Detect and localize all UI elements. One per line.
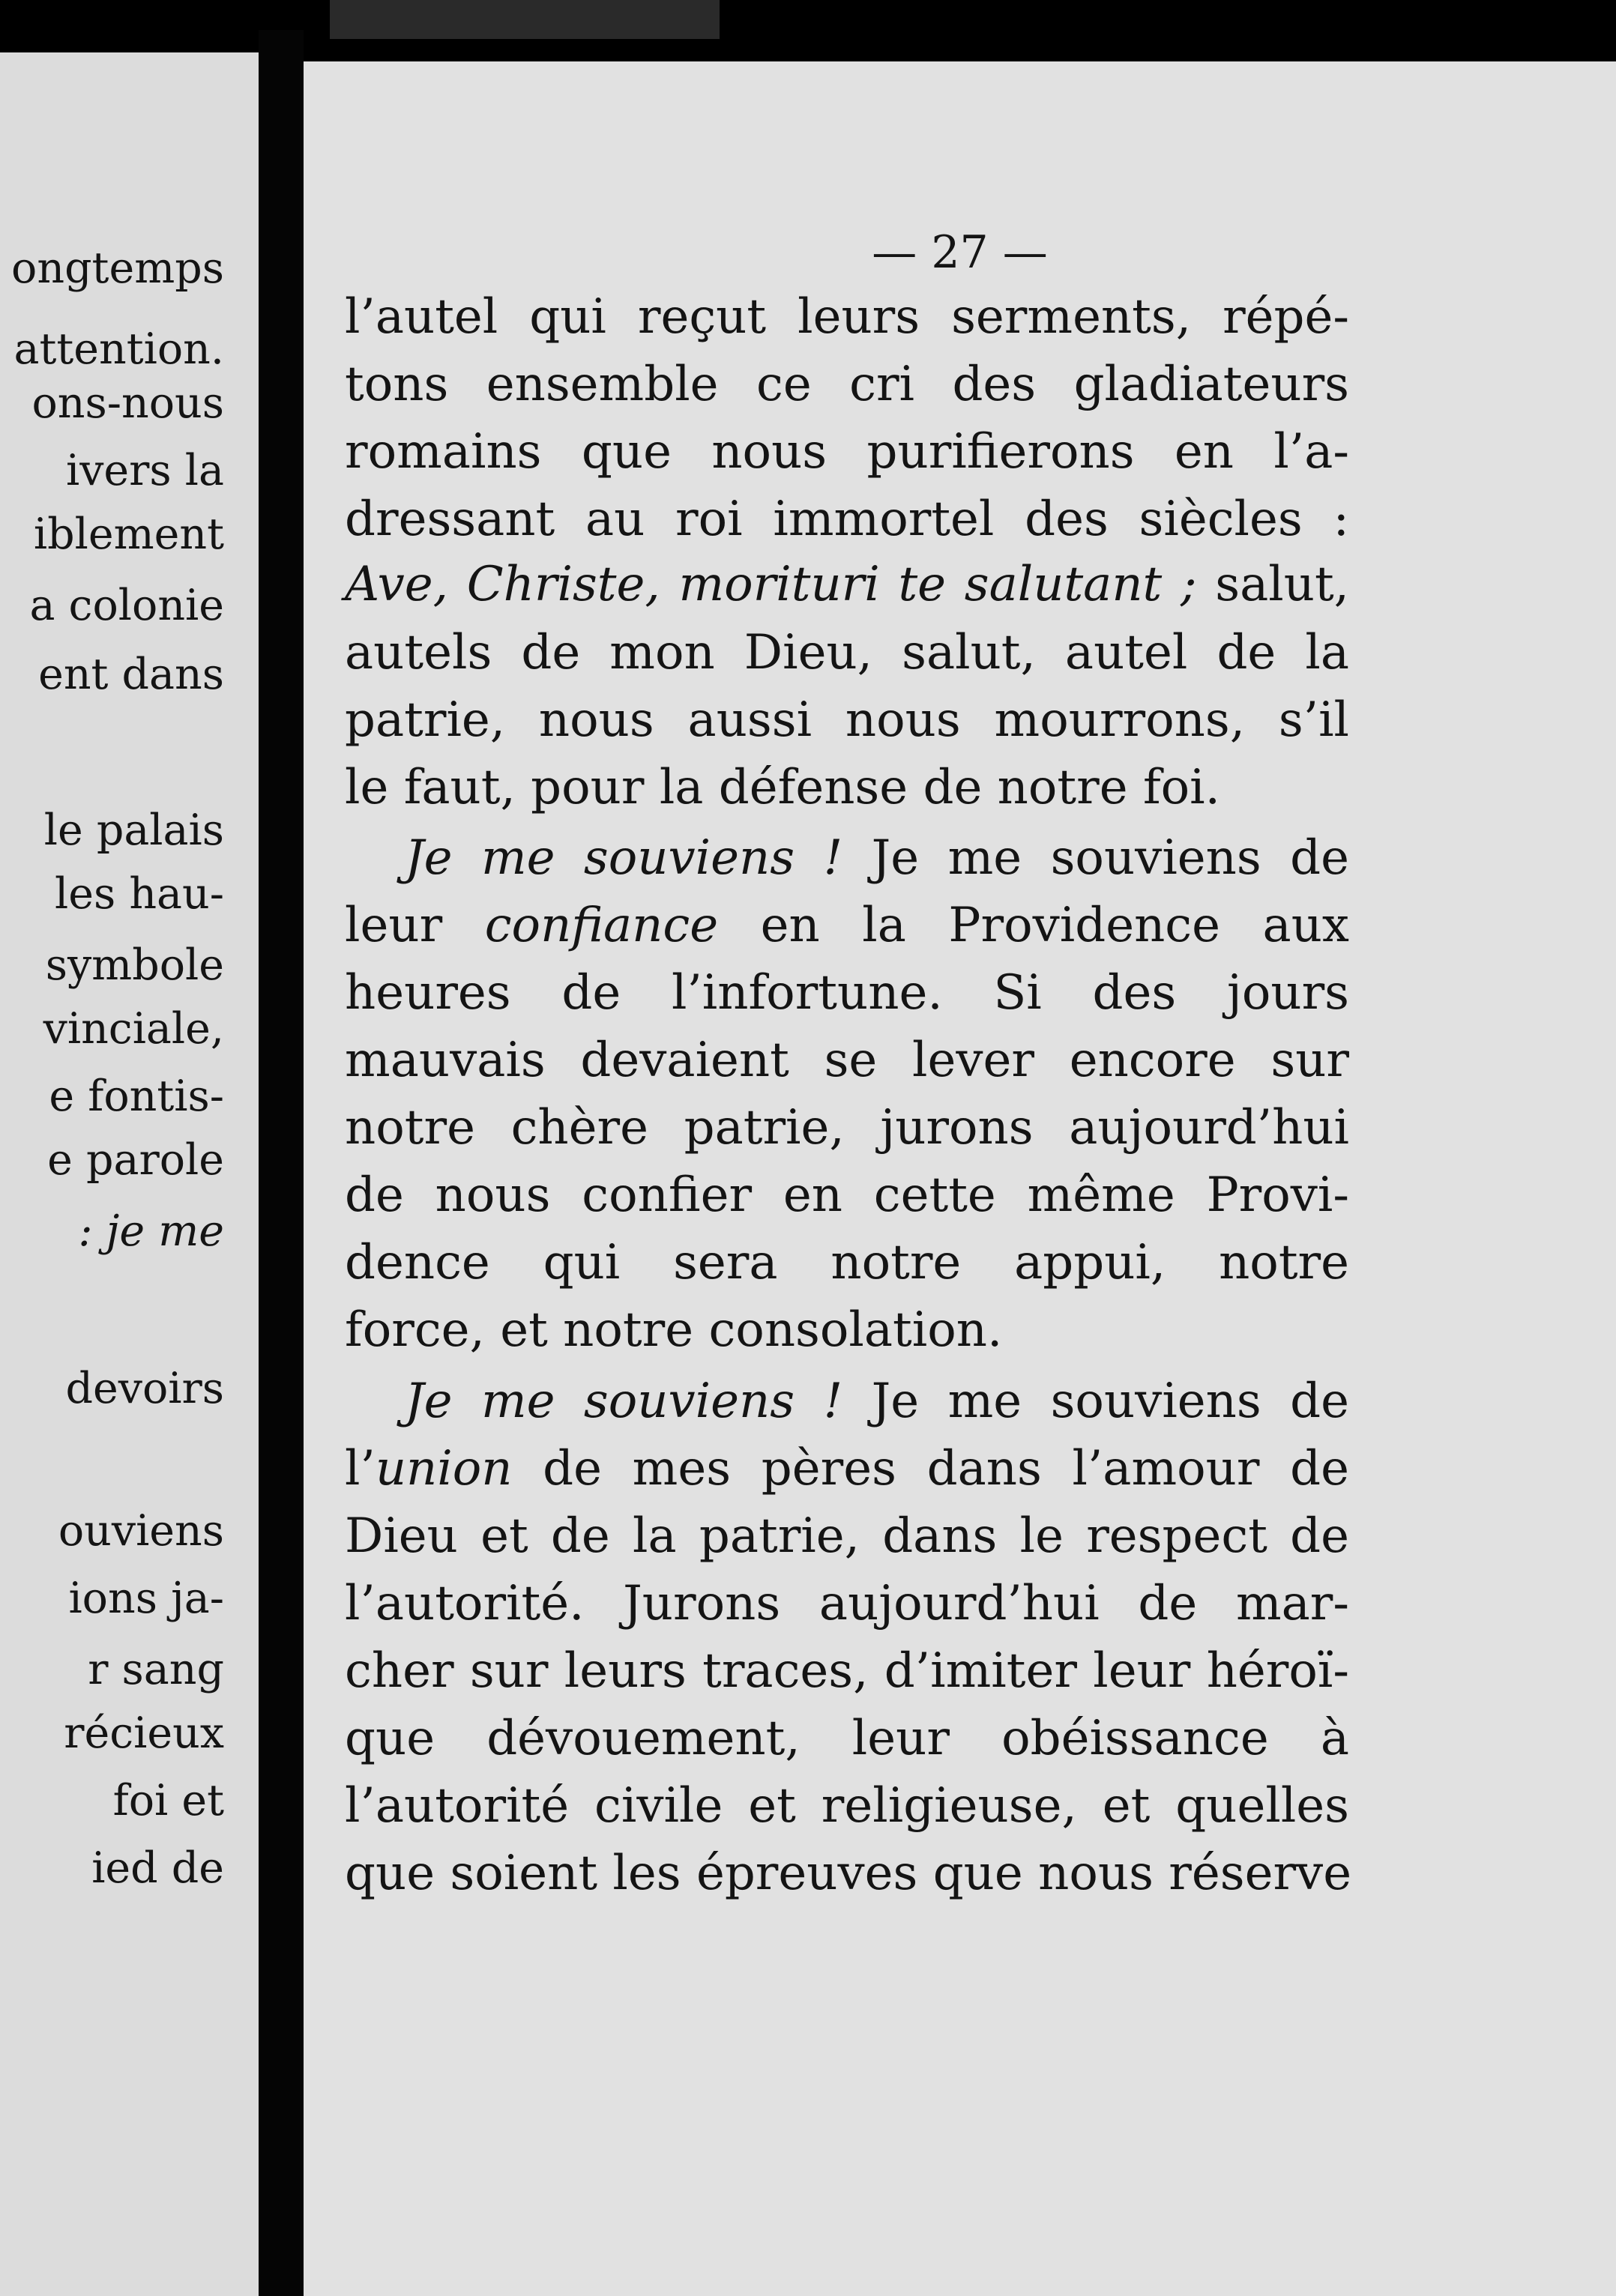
left-page-line: devoirs [65,1364,224,1413]
emphasis: union [375,1441,513,1496]
emphasis: Ave, Christe, morituri te salutant ; [345,557,1197,612]
left-page-line: r sang [88,1645,224,1694]
left-page-line: ongtemps [11,244,224,293]
body-line: Je me souviens ! Je me souviens de [405,830,1350,886]
page-edge-strip [330,0,720,39]
body-line: de nous confier en cette même Provi- [345,1167,1349,1223]
emphasis: confiance [484,898,719,953]
left-page-line: ons-nous [31,378,224,428]
body-line: notre chère patrie, jurons aujourd’hui [345,1100,1349,1155]
body-line: autels de mon Dieu, salut, autel de la [345,625,1349,680]
body-line: mauvais devaient se lever encore sur [345,1033,1349,1088]
left-page-line: : je me [78,1206,224,1256]
book-gutter [259,30,304,2296]
body-line: le faut, pour la défense de notre foi. [345,760,1220,815]
left-page-line: iblement [33,510,224,559]
page-number: — 27 — [872,226,1048,279]
body-line: Je me souviens ! Je me souviens de [405,1374,1350,1429]
body-line: heures de l’infortune. Si des jours [345,965,1349,1021]
left-page-line: e fontis- [49,1072,224,1121]
body-line: l’union de mes pères dans l’amour de [345,1441,1349,1496]
body-line: dressant au roi immortel des siècles : [345,492,1349,547]
left-page-line: ions ja- [68,1574,224,1623]
body-line: tons ensemble ce cri des gladiateurs [345,357,1349,412]
left-page-line: les hau- [55,869,224,919]
emphasis: Je me souviens ! [405,830,843,886]
body-line: romains que nous purifierons en l’a- [345,424,1349,480]
left-page-line: ent dans [38,650,224,699]
book-page [304,61,1616,2296]
left-page-line: a colonie [29,581,224,630]
body-line: que soient les épreuves que nous réserve [345,1846,1352,1901]
left-page-line: foi et [112,1776,224,1825]
left-page-line: e parole [47,1135,224,1185]
left-page-line: ivers la [66,446,224,495]
left-page-line: ouviens [58,1506,224,1556]
body-line: leur confiance en la Providence aux [345,898,1350,953]
left-page-line: le palais [43,806,224,855]
emphasis: Je me souviens ! [405,1374,843,1429]
left-page-line: récieux [64,1709,224,1758]
body-line: que dévouement, leur obéissance à [345,1711,1349,1766]
left-page-line: symbole [45,940,224,990]
left-page-line: ied de [91,1843,224,1893]
body-line: l’autel qui reçut leurs serments, répé- [345,289,1349,345]
body-line: l’autorité civile et religieuse, et quelles [345,1778,1349,1834]
body-line: Ave, Christe, morituri te salutant ; salut, [345,557,1350,612]
previous-page-fragment [0,52,259,2296]
body-line: cher sur leurs traces, d’imiter leur héroï- [345,1643,1349,1699]
body-line: l’autorité. Jurons aujourd’hui de mar- [345,1576,1349,1631]
body-line: dence qui sera notre appui, notre [345,1235,1349,1290]
left-page-line: attention. [13,324,224,374]
body-line: force, et notre consolation. [345,1302,1003,1358]
body-line: Dieu et de la patrie, dans le respect de [345,1508,1349,1564]
body-line: patrie, nous aussi nous mourrons, s’il [345,692,1349,748]
left-page-line: vinciale, [43,1004,224,1054]
